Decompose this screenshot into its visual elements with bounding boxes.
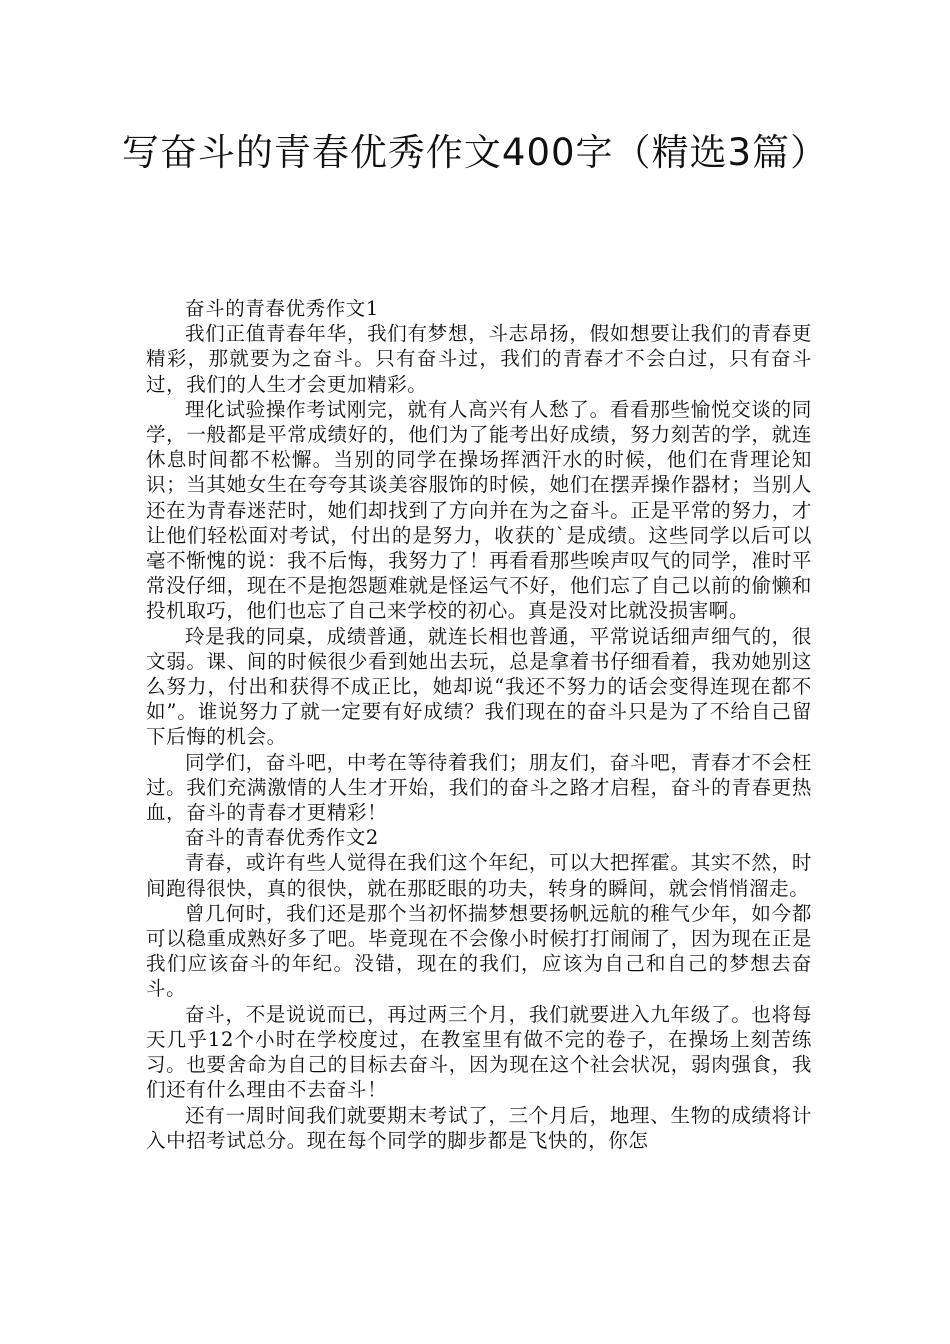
section-heading-2: 奋斗的青春优秀作文2 xyxy=(185,826,379,850)
document-title: 写奋斗的青春优秀作文400字（精选3篇） xyxy=(121,131,829,174)
paragraph: 青春，或许有些人觉得在我们这个年纪，可以大把挥霍。其实不然，时间跑得很快，真的很快，就在那眨眼的功夫，转身的瞬间，就会悄悄溜走。 xyxy=(146,851,812,900)
paragraph: 还有一周时间我们就要期末考试了，三个月后，地理、生物的成绩将计入中招考试总分。现在每个同学的脚步都是飞快的，你怎 xyxy=(146,1103,812,1152)
paragraph: 奋斗，不是说说而已，再过两三个月，我们就要进入九年级了。也将每天几乎12个小时在学校度过，在教室里有做不完的卷子，在操场上刻苦练习。也要舍命为自己的目标去奋斗，因为现在这个社会状况，弱肉强食，我们还有什么理由不去奋斗！ xyxy=(146,1002,812,1102)
document-body xyxy=(146,296,812,1153)
paragraph: 曾几何时，我们还是那个当初怀揣梦想要扬帆远航的稚气少年，如今都可以稳重成熟好多了吧。毕竟现在不会像小时候打打闹闹了，因为现在正是我们应该奋斗的年纪。没错，现在的我们，应该为自己和自己的梦想去奋斗。 xyxy=(146,901,812,1001)
paragraph: 同学们，奋斗吧，中考在等待着我们；朋友们，奋斗吧，青春才不会枉过。我们充满激情的人生才开始，我们的奋斗之路才启程，奋斗的青春更热血，奋斗的青春才更精彩！ xyxy=(146,750,812,825)
paragraph: 理化试验操作考试刚完，就有人高兴有人愁了。看看那些愉悦交谈的同学，一般都是平常成绩好的，他们为了能考出好成绩，努力刻苦的学，就连休息时间都不松懈。当别的同学在操场挥洒汗水的时候，他们在背理论知识；当其她女生在夸夸其谈美容服饰的时候，她们在摆弄操作器材；当别人还在为青春迷茫时，她们却找到了方向并在为之奋斗。正是平常的努力，才让他们轻松面对考试，付出的是努力，收获的`是成绩。这些同学以后可以毫不惭愧的说：我不后悔，我努力了！再看看那些唉声叹气的同学，准时平常没仔细，现在不是抱怨题难就是怪运气不好，他们忘了自己以前的偷懒和投机取巧，他们也忘了自己来学校的初心。真是没对比就没损害啊。 xyxy=(146,397,812,623)
section-heading-1: 奋斗的青春优秀作文1 xyxy=(185,297,379,320)
paragraph: 我们正值青春年华，我们有梦想，斗志昂扬，假如想要让我们的青春更精彩，那就要为之奋斗。只有奋斗过，我们的青春才不会白过，只有奋斗过，我们的人生才会更加精彩。 xyxy=(146,322,812,396)
paragraph: 玲是我的同桌，成绩普通，就连长相也普通，平常说话细声细气的，很文弱。课、间的时候很少看到她出去玩，总是拿着书仔细看着，我劝她别这么努力，付出和获得不成正比，她却说“我还不努力的话会变得连现在都不如”。谁说努力了就一定要有好成绩？我们现在的奋斗只是为了不给自己留下后悔的机会。 xyxy=(146,624,812,749)
